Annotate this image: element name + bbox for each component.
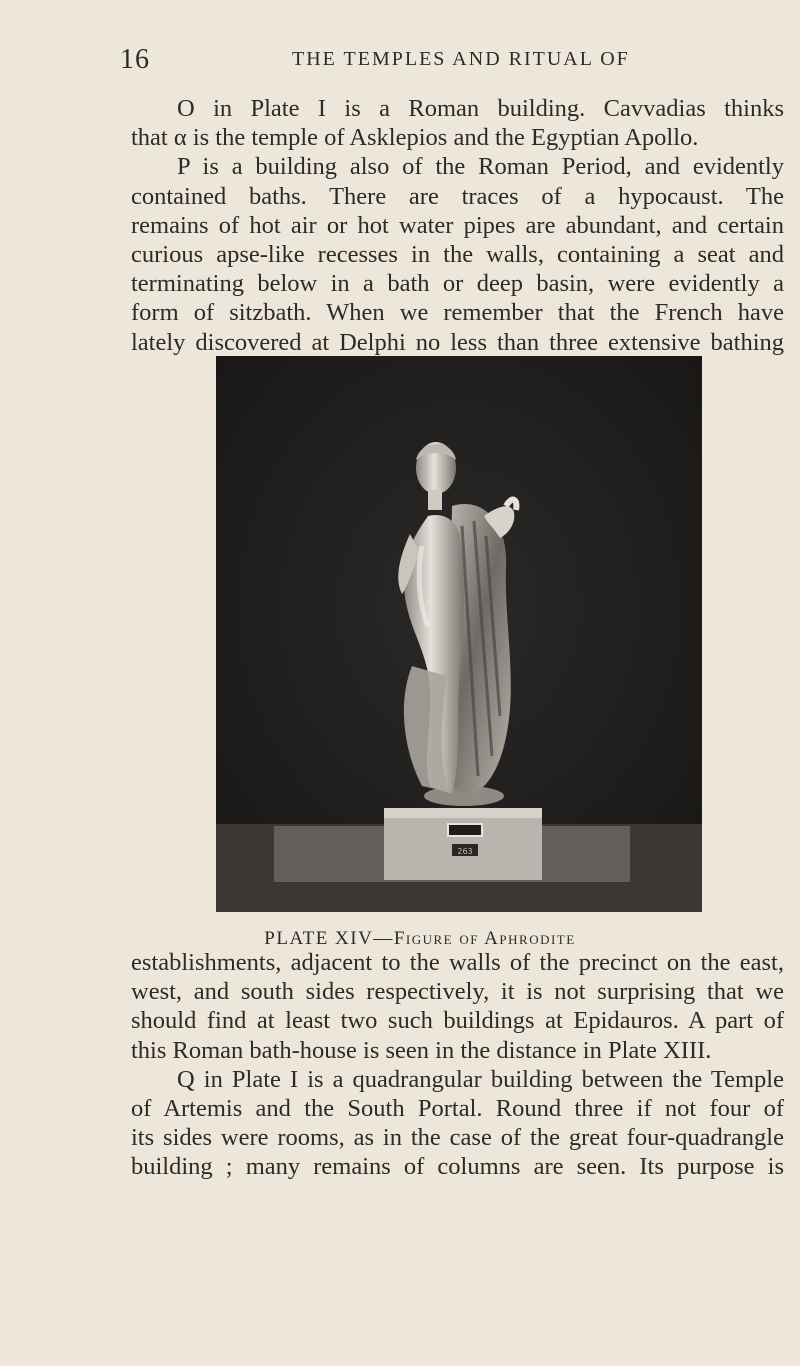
page-header bbox=[120, 44, 680, 80]
paragraph-top bbox=[131, 94, 784, 357]
text-line: O in Plate I is a Roman building. Cavvadias thinks bbox=[177, 95, 784, 122]
text-line: establishments, adjacent to the walls of the precinct on the east, bbox=[131, 949, 784, 976]
text-line: building ; many remains of columns are seen. Its purpose is bbox=[131, 1153, 784, 1181]
text-line: remains of hot air or hot water pipes are abundant, and certain bbox=[131, 211, 784, 239]
text-line: terminating below in a bath or deep basin, were evidently a bbox=[131, 270, 784, 298]
text-line: its sides were rooms, as in the case of the great four-quadrangle bbox=[131, 1124, 784, 1152]
text-line: this Roman bath-house is seen in the distance in Plate XIII. bbox=[131, 1036, 712, 1064]
running-head: THE TEMPLES AND RITUAL OF bbox=[292, 48, 630, 70]
text-line: that α is the temple of Asklepios and the Egyptian Apollo. bbox=[131, 124, 699, 152]
pedestal-label: 263 bbox=[457, 847, 473, 856]
text-line: of Artemis and the South Portal. Round three if not four of bbox=[131, 1095, 784, 1123]
text-line: west, and south sides respectively, it is not surprising that we bbox=[131, 978, 784, 1006]
text-line: curious apse-like recesses in the walls, containing a seat and bbox=[131, 241, 784, 269]
text-line: contained baths. There are traces of a hypocaust. The bbox=[131, 182, 784, 210]
text-line: should find at least two such buildings at Epidauros. A part of bbox=[131, 1007, 784, 1035]
caption-title: Figure of Aphrodite bbox=[393, 928, 576, 949]
plate-photograph bbox=[216, 356, 702, 912]
text-line: P is a building also of the Roman Period, and evidently bbox=[177, 153, 784, 181]
caption-prefix: PLATE XIV— bbox=[264, 928, 394, 949]
text-line: lately discovered at Delphi no less than three extensive bathing bbox=[131, 328, 784, 356]
page-number: 16 bbox=[120, 44, 150, 75]
paragraph-bottom bbox=[131, 948, 784, 1182]
text-line: Q in Plate I is a quadrangular building between the Temple bbox=[177, 1065, 784, 1093]
statue-illustration bbox=[216, 356, 702, 912]
text-line: form of sitzbath. When we remember that the French have bbox=[131, 299, 784, 327]
plate-caption bbox=[0, 928, 800, 950]
